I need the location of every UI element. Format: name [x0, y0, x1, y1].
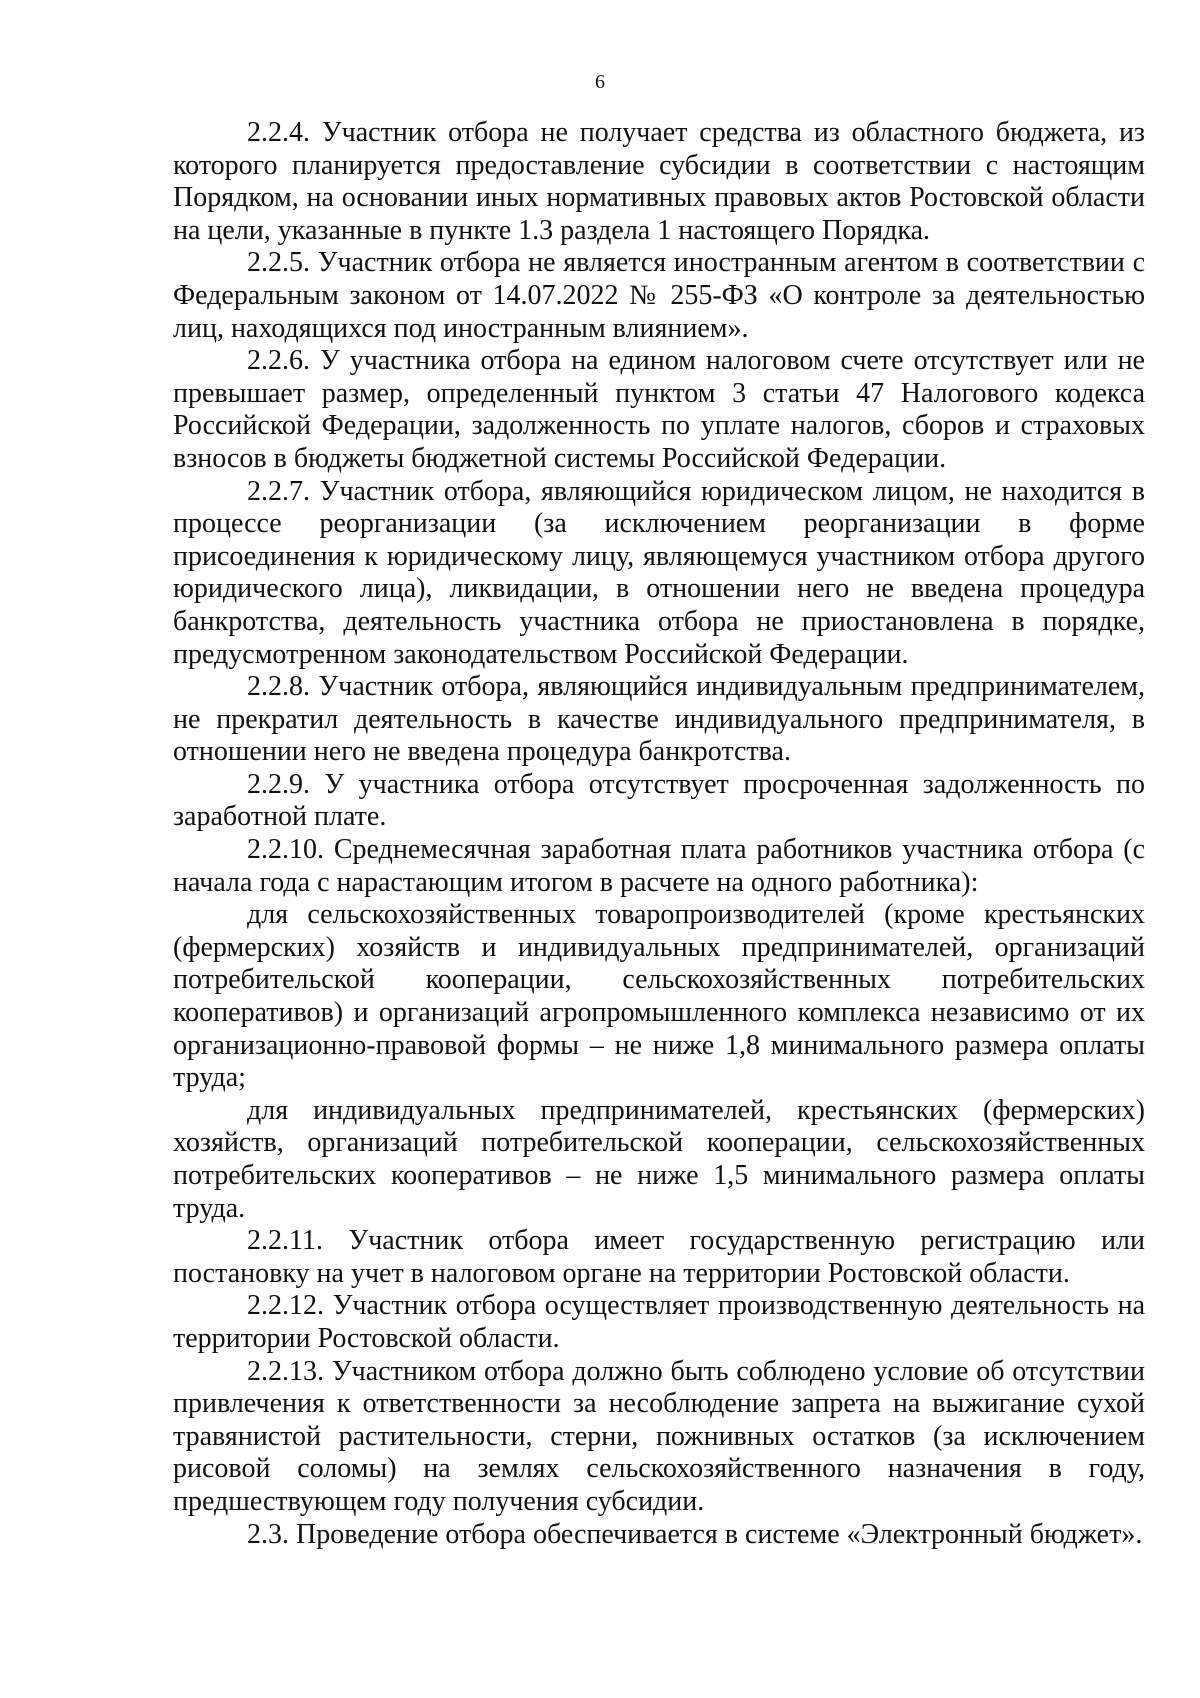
- paragraph-2-2-9: 2.2.9. У участника отбора отсутствует просроченная задолженность по заработной плате.: [173, 768, 1145, 833]
- paragraph-2-2-10: 2.2.10. Среднемесячная заработная плата работников участника отбора (с начала года с нарастающим итогом в расчете на одного работника):: [173, 834, 1145, 898]
- paragraph-2-2-5: 2.2.5. Участник отбора не является иностранным агентом в соответствии с Федеральным законом от 14.07.2022 № 255-ФЗ «О контроле за деятельностью лиц, находящихся под иностранным влиянием».: [173, 247, 1145, 344]
- paragraph-2-2-13: 2.2.13. Участником отбора должно быть соблюдено условие об отсутствии привлечения к ответственности за несоблюдение запрета на выжигание сухой травянистой растительности, стерни, пожнивных остатков (за исключением рисовой соломы) на землях сельскохозяйственного назначения в году, предшествующем году получения субсидии.: [173, 1355, 1145, 1517]
- paragraph-2-2-8: 2.2.8. Участник отбора, являющийся индивидуальным предпринимателем, не прекратил деятельность в качестве индивидуального предпринимателя, в отношении него не введена процедура банкротства.: [173, 671, 1145, 768]
- paragraph-2-2-10-item-1: для сельскохозяйственных товаропроизводителей (кроме крестьянских (фермерских) хозяйств и индивидуальных предпринимателей, организаций потребительской кооперации, сельскохозяйственных потребительских кооперативов) и организаций агропромышленного комплекса независимо от их организационно-правовой формы – не ниже 1,8 минимального размера оплаты труда;: [173, 899, 1145, 1094]
- paragraph-2-3: 2.3. Проведение отбора обеспечивается в системе «Электронный бюджет».: [247, 1518, 1143, 1550]
- paragraph-2-2-4: 2.2.4. Участник отбора не получает средства из областного бюджета, из которого планируется предоставление субсидии в соответствии с настоящим Порядком, на основании иных нормативных правовых актов Ростовской области на цели, указанные в пункте 1.3 раздела 1 настоящего Порядка.: [173, 117, 1145, 246]
- paragraph-2-2-11: 2.2.11. Участник отбора имеет государственную регистрацию или постановку на учет в налоговом органе на территории Ростовской области.: [173, 1225, 1145, 1289]
- paragraph-2-2-6: 2.2.6. У участника отбора на едином налоговом счете отсутствует или не превышает размер, определенный пунктом 3 статьи 47 Налогового кодекса Российской Федерации, задолженность по уплате налогов, сборов и страховых взносов в бюджеты бюджетной системы Российской Федерации.: [173, 345, 1145, 474]
- document-body: [173, 117, 1145, 1551]
- page-number: 6: [595, 71, 605, 93]
- paragraph-2-2-10-item-2: для индивидуальных предпринимателей, крестьянских (фермерских) хозяйств, организаций потребительской кооперации, сельскохозяйственных потребительских кооперативов – не ниже 1,5 минимального размера оплаты труда.: [173, 1094, 1145, 1224]
- paragraph-2-2-12: 2.2.12. Участник отбора осуществляет производственную деятельность на территории Ростовской области.: [173, 1290, 1145, 1354]
- paragraph-2-2-7: 2.2.7. Участник отбора, являющийся юридическом лицом, не находится в процессе реорганизации (за исключением реорганизации в форме присоединения к юридическому лицу, являющемуся участником отбора другого юридического лица), ликвидации, в отношении него не введена процедура банкротства, деятельность участника отбора не приостановлена в порядке, предусмотренном законодательством Российской Федерации.: [173, 475, 1145, 670]
